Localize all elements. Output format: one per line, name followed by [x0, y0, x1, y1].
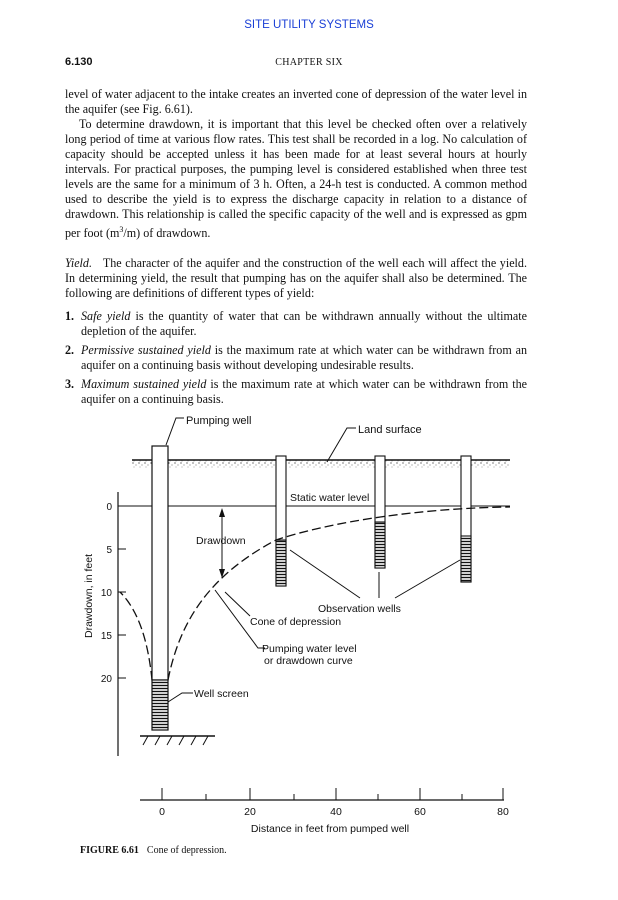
drawdown-curve-left: [120, 592, 152, 680]
running-header: SITE UTILITY SYSTEMS: [244, 19, 374, 31]
y-ticks: [118, 506, 126, 678]
list-number: 3.: [65, 377, 75, 392]
leader-well-screen: [168, 693, 193, 702]
drawdown-arrow-up: [219, 508, 225, 517]
x-tick-label: 0: [159, 806, 165, 818]
list-term: Permissive sustained yield: [81, 343, 211, 358]
x-ticks: [162, 788, 503, 800]
label-cone-of-depression: Cone of depression: [250, 616, 342, 628]
label-drawdown: Drawdown: [196, 535, 246, 547]
y-tick-label: 5: [106, 545, 112, 556]
leader-pumping-well: [166, 418, 184, 445]
label-observation-wells: Observation wells: [318, 603, 401, 615]
land-surface-band: [132, 460, 510, 468]
list-text: is the quantity of water that can be withdrawn annually without the ultimate depletion of the aquifer.: [81, 309, 527, 339]
paragraph-3-text: The character of the aquifer and the construction of the well each will affect the yield. In determining yield, the result that pumping has on the aquifer shall also be determined. The following are definitions of different types of yield:: [65, 256, 527, 301]
list-text: is the maximum rate at which water can be withdrawn from an aquifer on a continuing basis without developing undesirable results.: [81, 343, 527, 373]
pumping-well-casing: [152, 446, 168, 680]
figure-caption-text: Cone of depression.: [146, 845, 227, 856]
observation-well-1-screen: [276, 540, 286, 586]
leader-cone-of-depression: [225, 592, 250, 616]
figure-caption-label: FIGURE 6.61: [80, 845, 139, 856]
y-tick-label: 20: [100, 674, 112, 685]
well-screen: [152, 680, 168, 730]
page-number: 6.130: [65, 56, 93, 68]
paragraph-2-text: To determine drawdown, it is important that this level be checked often over a relatively long period of time at various flow rates. This test shall be recorded in a log. No calculation of capacity should be accepted unless it has been made for at least several hours at hourly intervals. For practical purposes, the pumping level is considered established when three test levels are the same for a minimum of 3 h. Often, a 24-h test is conducted. A common method used to describe the yield is to express the discharge capacity in relation to a distance of drawdown. This relationship is called the specific capacity of the well and is expressed as gpm per foot (m: [65, 117, 527, 241]
yield-run-in-heading: Yield.: [65, 256, 92, 271]
leader-land-surface: [327, 428, 356, 462]
figure-caption: [80, 845, 227, 856]
label-pumping-well: Pumping well: [186, 415, 252, 427]
well-base-hatch: [143, 736, 208, 745]
x-tick-label: 40: [330, 806, 342, 818]
x-axis-label: Distance in feet from pumped well: [250, 823, 410, 835]
list-text: is the maximum rate at which water can be withdrawn from the aquifer on a continuing basis.: [81, 377, 527, 407]
list-number: 2.: [65, 343, 75, 358]
x-tick-label: 60: [414, 806, 426, 818]
y-tick-label: 0: [106, 502, 112, 513]
label-pumping-water-level: Pumping water level: [262, 643, 357, 655]
y-axis-label: Drawdown, in feet: [83, 553, 95, 639]
x-tick-label: 80: [497, 806, 509, 818]
list-term: Maximum sustained yield: [81, 377, 207, 392]
label-drawdown-curve: or drawdown curve: [264, 655, 353, 667]
observation-well-2-screen: [375, 522, 385, 568]
y-tick-label: 15: [100, 631, 112, 642]
x-tick-label: 20: [244, 806, 256, 818]
chapter-title: CHAPTER SIX: [275, 57, 343, 68]
label-well-screen: Well screen: [194, 688, 249, 700]
y-tick-label: 10: [100, 588, 112, 599]
list-number: 1.: [65, 309, 75, 324]
paragraph-1: level of water adjacent to the intake creates an inverted cone of depression of the water level in the aquifer (see Fig. 6.61).: [65, 87, 527, 116]
paragraph-2-end: /m) of drawdown.: [123, 226, 211, 241]
label-land-surface: Land surface: [358, 424, 422, 436]
observation-well-3-screen: [461, 536, 471, 582]
superscript-3: 3: [119, 225, 124, 234]
label-static-water-level: Static water level: [290, 492, 370, 504]
list-term: Safe yield: [81, 309, 131, 324]
